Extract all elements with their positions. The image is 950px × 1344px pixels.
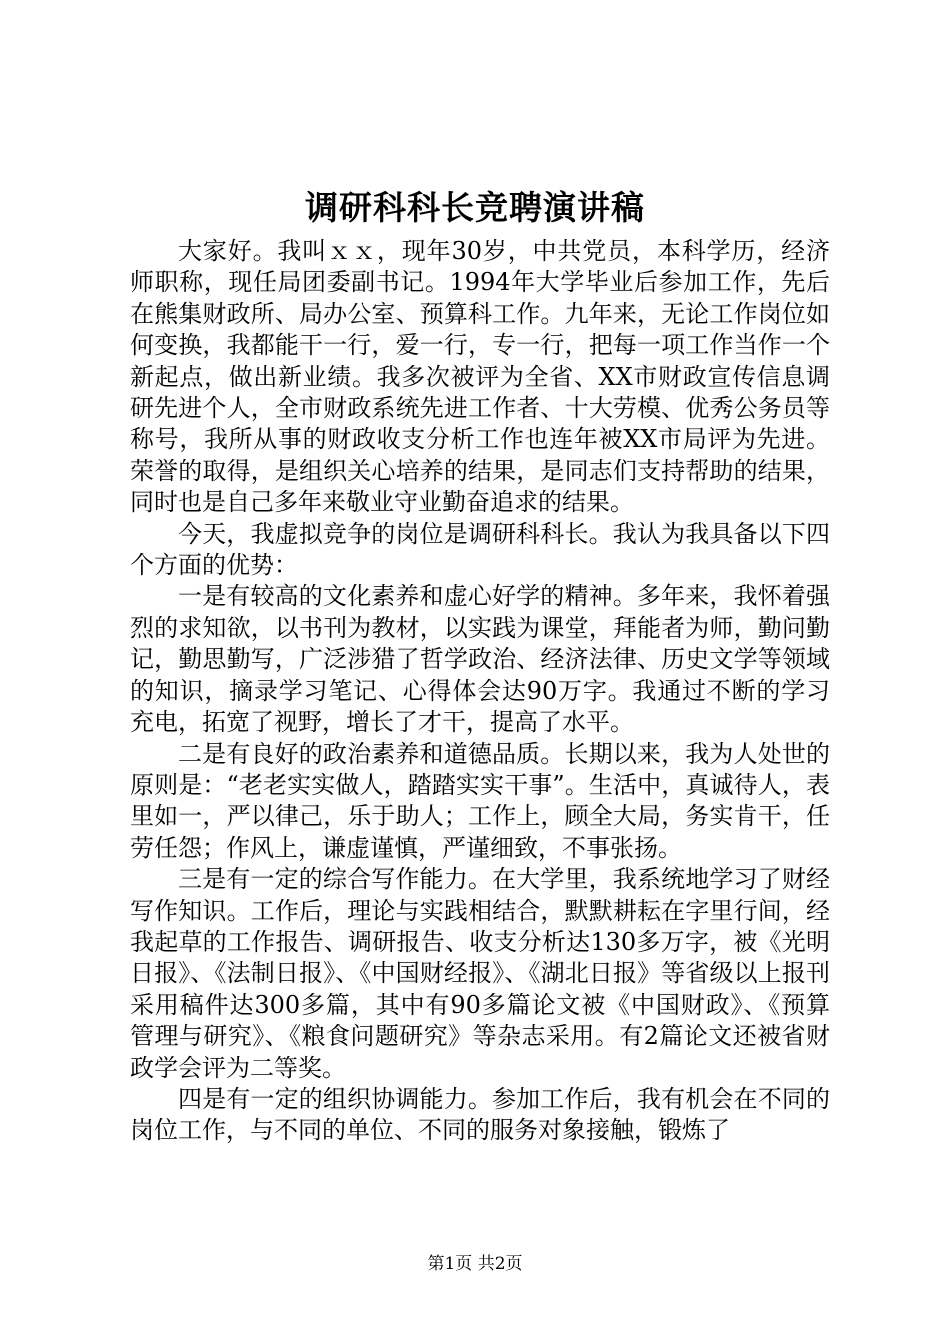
paragraph-advantage-3: 三是有一定的综合写作能力。在大学里，我系统地学习了财经写作知识。工作后，理论与实践相结合，默默耕耘在字里行间，经我起草的工作报告、调研报告、收支分析达130多万字，被《光明日报》、《法制日报》、《中国财经报》、《湖北日报》等省级以上报刊采用稿件达300多篇，其中有90多篇论文被《中国财政》、《预算管理与研究》、《粮食问题研究》等杂志采用。有2篇论文还被省财政学会评为二等奖。 xyxy=(130,865,830,1082)
paragraph-advantage-1: 一是有较高的文化素养和虚心好学的精神。多年来，我怀着强烈的求知欲，以书刊为教材，以实践为课堂，拜能者为师，勤问勤记，勤思勤写，广泛涉猎了哲学政治、经济法律、历史文学等领域的知识，摘录学习笔记、心得体会达90万字。我通过不断的学习充电，拓宽了视野，增长了才干，提高了水平。 xyxy=(130,582,830,737)
paragraph-position-statement: 今天，我虚拟竞争的岗位是调研科科长。我认为我具备以下四个方面的优势： xyxy=(130,519,830,580)
paragraph-introduction: 大家好。我叫ｘｘ，现年30岁，中共党员，本科学历，经济师职称，现任局团委副书记。1994年大学毕业后参加工作，先后在熊集财政所、局办公室、预算科工作。九年来，无论工作岗位如何变换，我都能干一行，爱一行，专一行，把每一项工作当作一个新起点，做出新业绩。我多次被评为全省、XX市财政宣传信息调研先进个人，全市财政系统先进工作者、十大劳模、优秀公务员等称号，我所从事的财政收支分析工作也连年被XX市局评为先进。荣誉的取得，是组织关心培养的结果，是同志们支持帮助的结果，同时也是自己多年来敬业守业勤奋追求的结果。 xyxy=(130,237,830,517)
paragraph-advantage-2: 二是有良好的政治素养和道德品质。长期以来，我为人处世的原则是：“老老实实做人，踏踏实实干事”。生活中，真诚待人，表里如一，严以律己，乐于助人；工作上，顾全大局，务实肯干，任劳任怨；作风上，谦虚谨慎，严谨细致，不事张扬。 xyxy=(130,739,830,862)
paragraph-advantage-4: 四是有一定的组织协调能力。参加工作后，我有机会在不同的岗位工作，与不同的单位、不同的服务对象接触，锻炼了 xyxy=(130,1084,830,1145)
page-number-footer: 第1页 共2页 xyxy=(427,1254,523,1274)
document-title: 调研科科长竞聘演讲稿 xyxy=(305,188,645,227)
document-body xyxy=(130,236,830,1147)
